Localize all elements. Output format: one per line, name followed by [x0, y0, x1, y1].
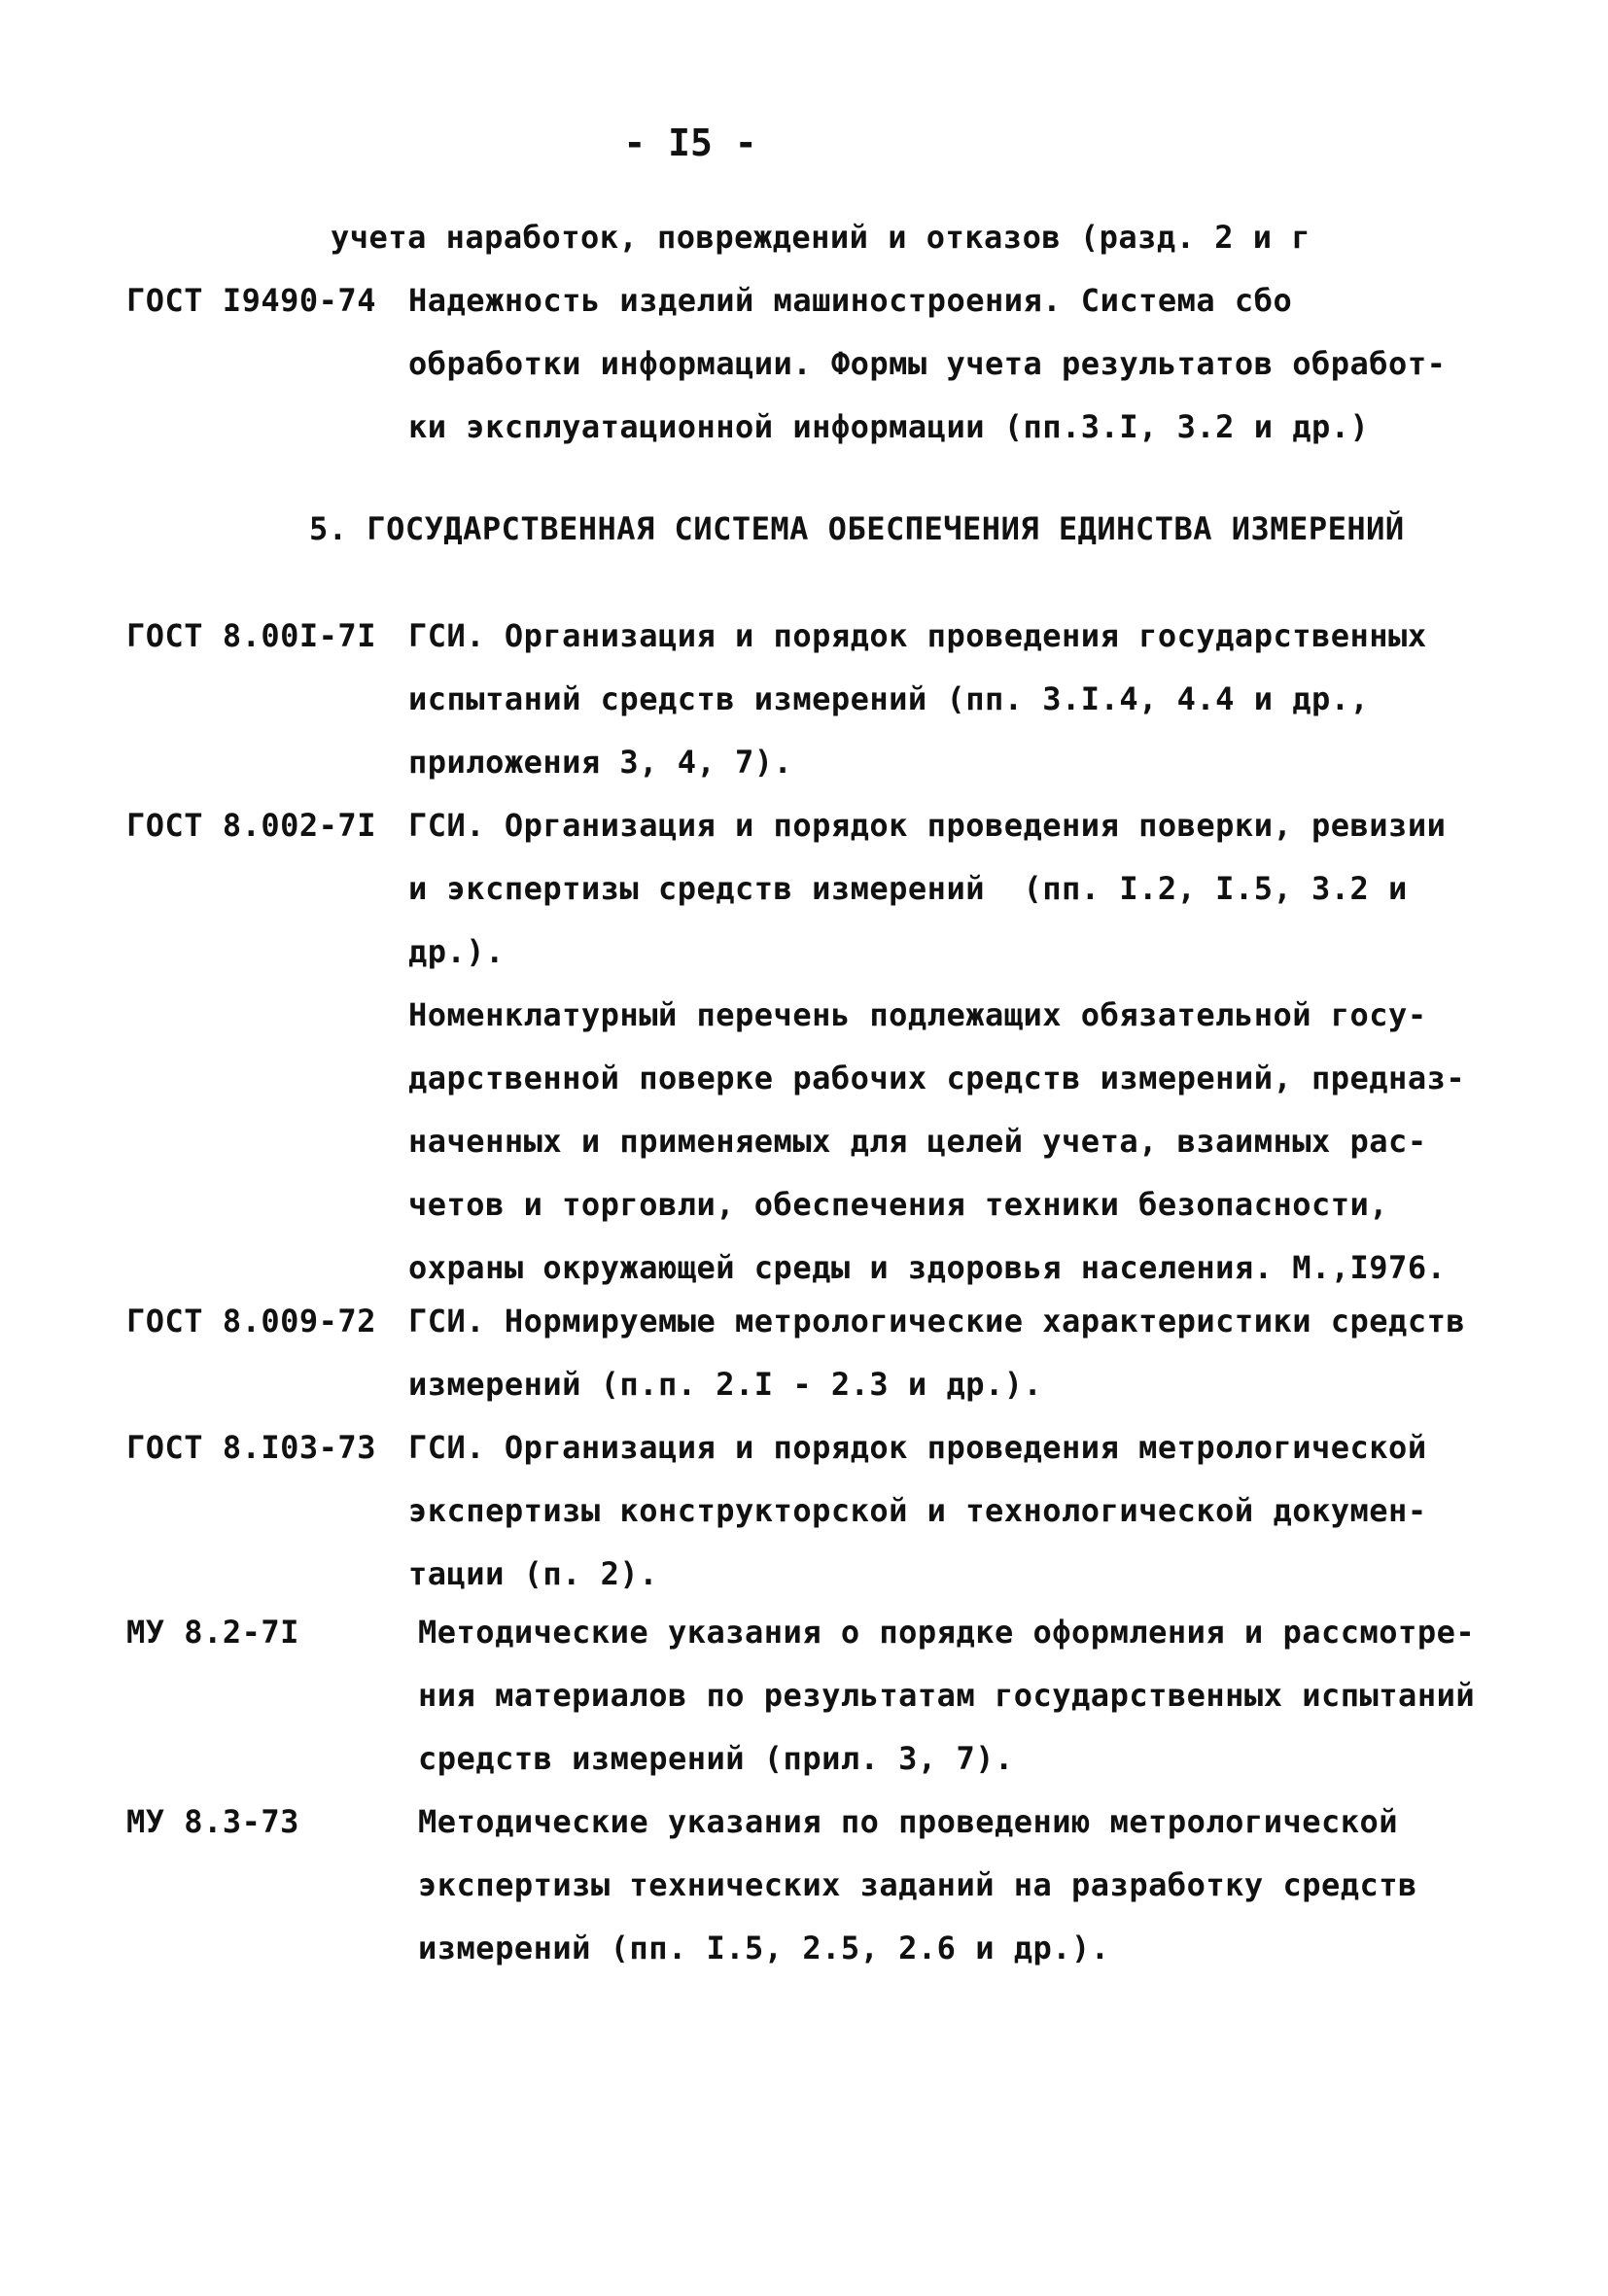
- standard-code: ГОСТ 8.009-72: [126, 1303, 376, 1339]
- entry-text-line: экспертизы конструкторской и технологической докумен-: [408, 1492, 1427, 1529]
- section-heading: 5. ГОСУДАРСТВЕННАЯ СИСТЕМА ОБЕСПЕЧЕНИЯ ЕДИНСТВА ИЗМЕРЕНИЙ: [309, 510, 1405, 547]
- entry-text-line: четов и торговли, обеспечения техники безопасности,: [408, 1186, 1389, 1223]
- entry-text-line: ГСИ. Организация и порядок проведения метрологической: [408, 1429, 1427, 1466]
- entry-text-line: дарственной поверке рабочих средств измерений, предназ-: [408, 1060, 1466, 1096]
- standard-code: ГОСТ 8.I03-73: [126, 1429, 376, 1466]
- entry-text-line: ГСИ. Нормируемые метрологические характеристики средств: [408, 1303, 1466, 1339]
- entry-text-line: ГСИ. Организация и порядок проведения государственных: [408, 617, 1427, 654]
- entry-text-line: испытаний средств измерений (пп. 3.I.4, 4.4 и др.,: [408, 680, 1370, 717]
- entry-text-line: Методические указания по проведению метрологической: [418, 1803, 1399, 1840]
- entry-text-line: др.).: [408, 933, 505, 970]
- entry-text-line: и экспертизы средств измерений (пп. I.2, I.5, 3.2 и: [408, 870, 1408, 907]
- entry-text-line: средств измерений (прил. 3, 7).: [418, 1740, 1014, 1777]
- entry-text-line: охраны окружающей среды и здоровья населения. М.,I976.: [408, 1249, 1447, 1286]
- standard-code: МУ 8.3-73: [126, 1803, 299, 1840]
- standard-code: ГОСТ I9490-74: [126, 282, 376, 319]
- entry-text-line: Надежность изделий машиностроения. Система сбо: [408, 282, 1293, 319]
- entry-text-line: ГСИ. Организация и порядок проведения поверки, ревизии: [408, 807, 1447, 844]
- standard-code: ГОСТ 8.00I-7I: [126, 617, 376, 654]
- entry-text-line: тации (п. 2).: [408, 1555, 658, 1592]
- entry-text-line: ки эксплуатационной информации (пп.3.I, 3.2 и др.): [408, 408, 1370, 445]
- entry-text-line: ния материалов по результатам государственных испытаний: [418, 1677, 1476, 1714]
- entry-text-line: измерений (пп. I.5, 2.5, 2.6 и др.).: [418, 1930, 1110, 1966]
- continuation-line: учета наработок, повреждений и отказов (разд. 2 и г: [331, 219, 1311, 256]
- entry-text-line: приложения 3, 4, 7).: [408, 744, 793, 781]
- page-number: - I5 -: [623, 122, 757, 164]
- standard-code: ГОСТ 8.002-7I: [126, 807, 376, 844]
- entry-text-line: экспертизы технических заданий на разработку средств: [418, 1866, 1417, 1903]
- standard-code: МУ 8.2-7I: [126, 1614, 299, 1651]
- entry-text-line: Номенклатурный перечень подлежащих обязательной госу-: [408, 996, 1427, 1033]
- entry-text-line: Методические указания о порядке оформления и рассмотре-: [418, 1614, 1476, 1651]
- entry-text-line: измерений (п.п. 2.I - 2.3 и др.).: [408, 1366, 1043, 1403]
- entry-text-line: наченных и применяемых для целей учета, взаимных рас-: [408, 1123, 1427, 1160]
- entry-text-line: обработки информации. Формы учета результатов обработ-: [408, 345, 1447, 382]
